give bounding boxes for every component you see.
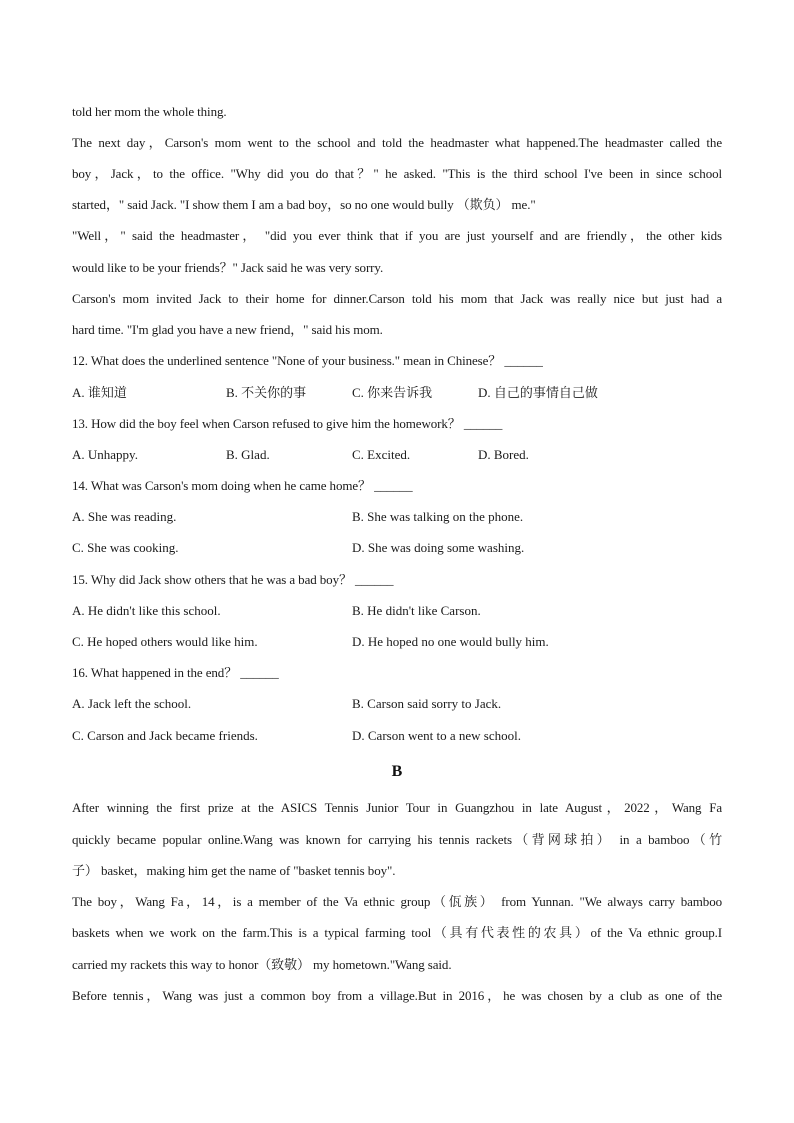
option-b: B. Carson said sorry to Jack. (352, 696, 502, 711)
option-c: C. Carson and Jack became friends. (72, 728, 258, 743)
option-b: B. She was talking on the phone. (352, 509, 524, 524)
passage-line: told her mom the whole thing. (72, 104, 227, 119)
passage-line: The boy，Wang Fa，14，is a member of the Va ethnic group（佤族） from Yunnan. "We always carry bamboo (72, 894, 722, 909)
question-stem: 16. What happened in the end？ ______ (72, 665, 279, 680)
option-d: D. 自己的事情自己做 (478, 385, 598, 400)
question-stem: 12. What does the underlined sentence "None of your business." mean in Chinese？ ______ (72, 353, 543, 368)
option-b: B. 不关你的事 (226, 385, 307, 400)
passage-line: started，" said Jack. "I show them I am a bad boy，so no one would bully （欺负） me." (72, 197, 536, 212)
option-a: A. She was reading. (72, 509, 177, 524)
passage-line: hard time. "I'm glad you have a new friend，" said his mom. (72, 322, 383, 337)
option-d: D. Bored. (478, 447, 529, 462)
question-stem: 15. Why did Jack show others that he was a bad boy？ ______ (72, 572, 394, 587)
option-c: C. She was cooking. (72, 540, 179, 555)
option-c: C. He hoped others would like him. (72, 634, 258, 649)
passage-line: After winning the first prize at the ASICS Tennis Junior Tour in Guangzhou in late August，2022，Wang Fa (72, 800, 722, 815)
passage-line: baskets when we work on the farm.This is a typical farming tool（具有代表性的农具）of the Va ethnic group.I (72, 925, 722, 940)
option-a: A. 谁知道 (72, 385, 127, 400)
section-heading: B (391, 763, 403, 780)
passage-line: Before tennis，Wang was just a common boy from a village.But in 2016，he was chosen by a club as one of the (72, 988, 722, 1003)
passage-line: "Well，" said the headmaster， "did you ever think that if you are just yourself and are friendly，the other kids (72, 228, 722, 243)
option-c: C. 你来告诉我 (352, 385, 433, 400)
option-c: C. Excited. (352, 447, 411, 462)
question-stem: 13. How did the boy feel when Carson refused to give him the homework？ ______ (72, 416, 503, 431)
question-stem: 14. What was Carson's mom doing when he came home？ ______ (72, 478, 413, 493)
option-d: D. She was doing some washing. (352, 540, 525, 555)
option-b: B. He didn't like Carson. (352, 603, 481, 618)
passage-line: 子） basket，making him get the name of "basket tennis boy". (72, 863, 396, 878)
passage-line: quickly became popular online.Wang was known for carrying his tennis rackets（背网球拍） in a bamboo（竹 (72, 832, 722, 847)
option-a: A. Jack left the school. (72, 696, 192, 711)
passage-line: boy，Jack，to the office. "Why did you do that？" he asked. "This is the third school I've been in since school (72, 166, 722, 181)
passage-line: would like to be your friends？" Jack said he was very sorry. (72, 260, 384, 275)
passage-line: The next day，Carson's mom went to the school and told the headmaster what happened.The headmaster called the (72, 135, 722, 150)
passage-line: carried my rackets this way to honor（致敬） my hometown."Wang said. (72, 957, 452, 972)
option-d: D. He hoped no one would bully him. (352, 634, 549, 649)
passage-line: Carson's mom invited Jack to their home for dinner.Carson told his mom that Jack was really nice but just had a (72, 291, 722, 306)
option-a: A. He didn't like this school. (72, 603, 221, 618)
option-b: B. Glad. (226, 447, 270, 462)
option-a: A. Unhappy. (72, 447, 138, 462)
option-d: D. Carson went to a new school. (352, 728, 521, 743)
